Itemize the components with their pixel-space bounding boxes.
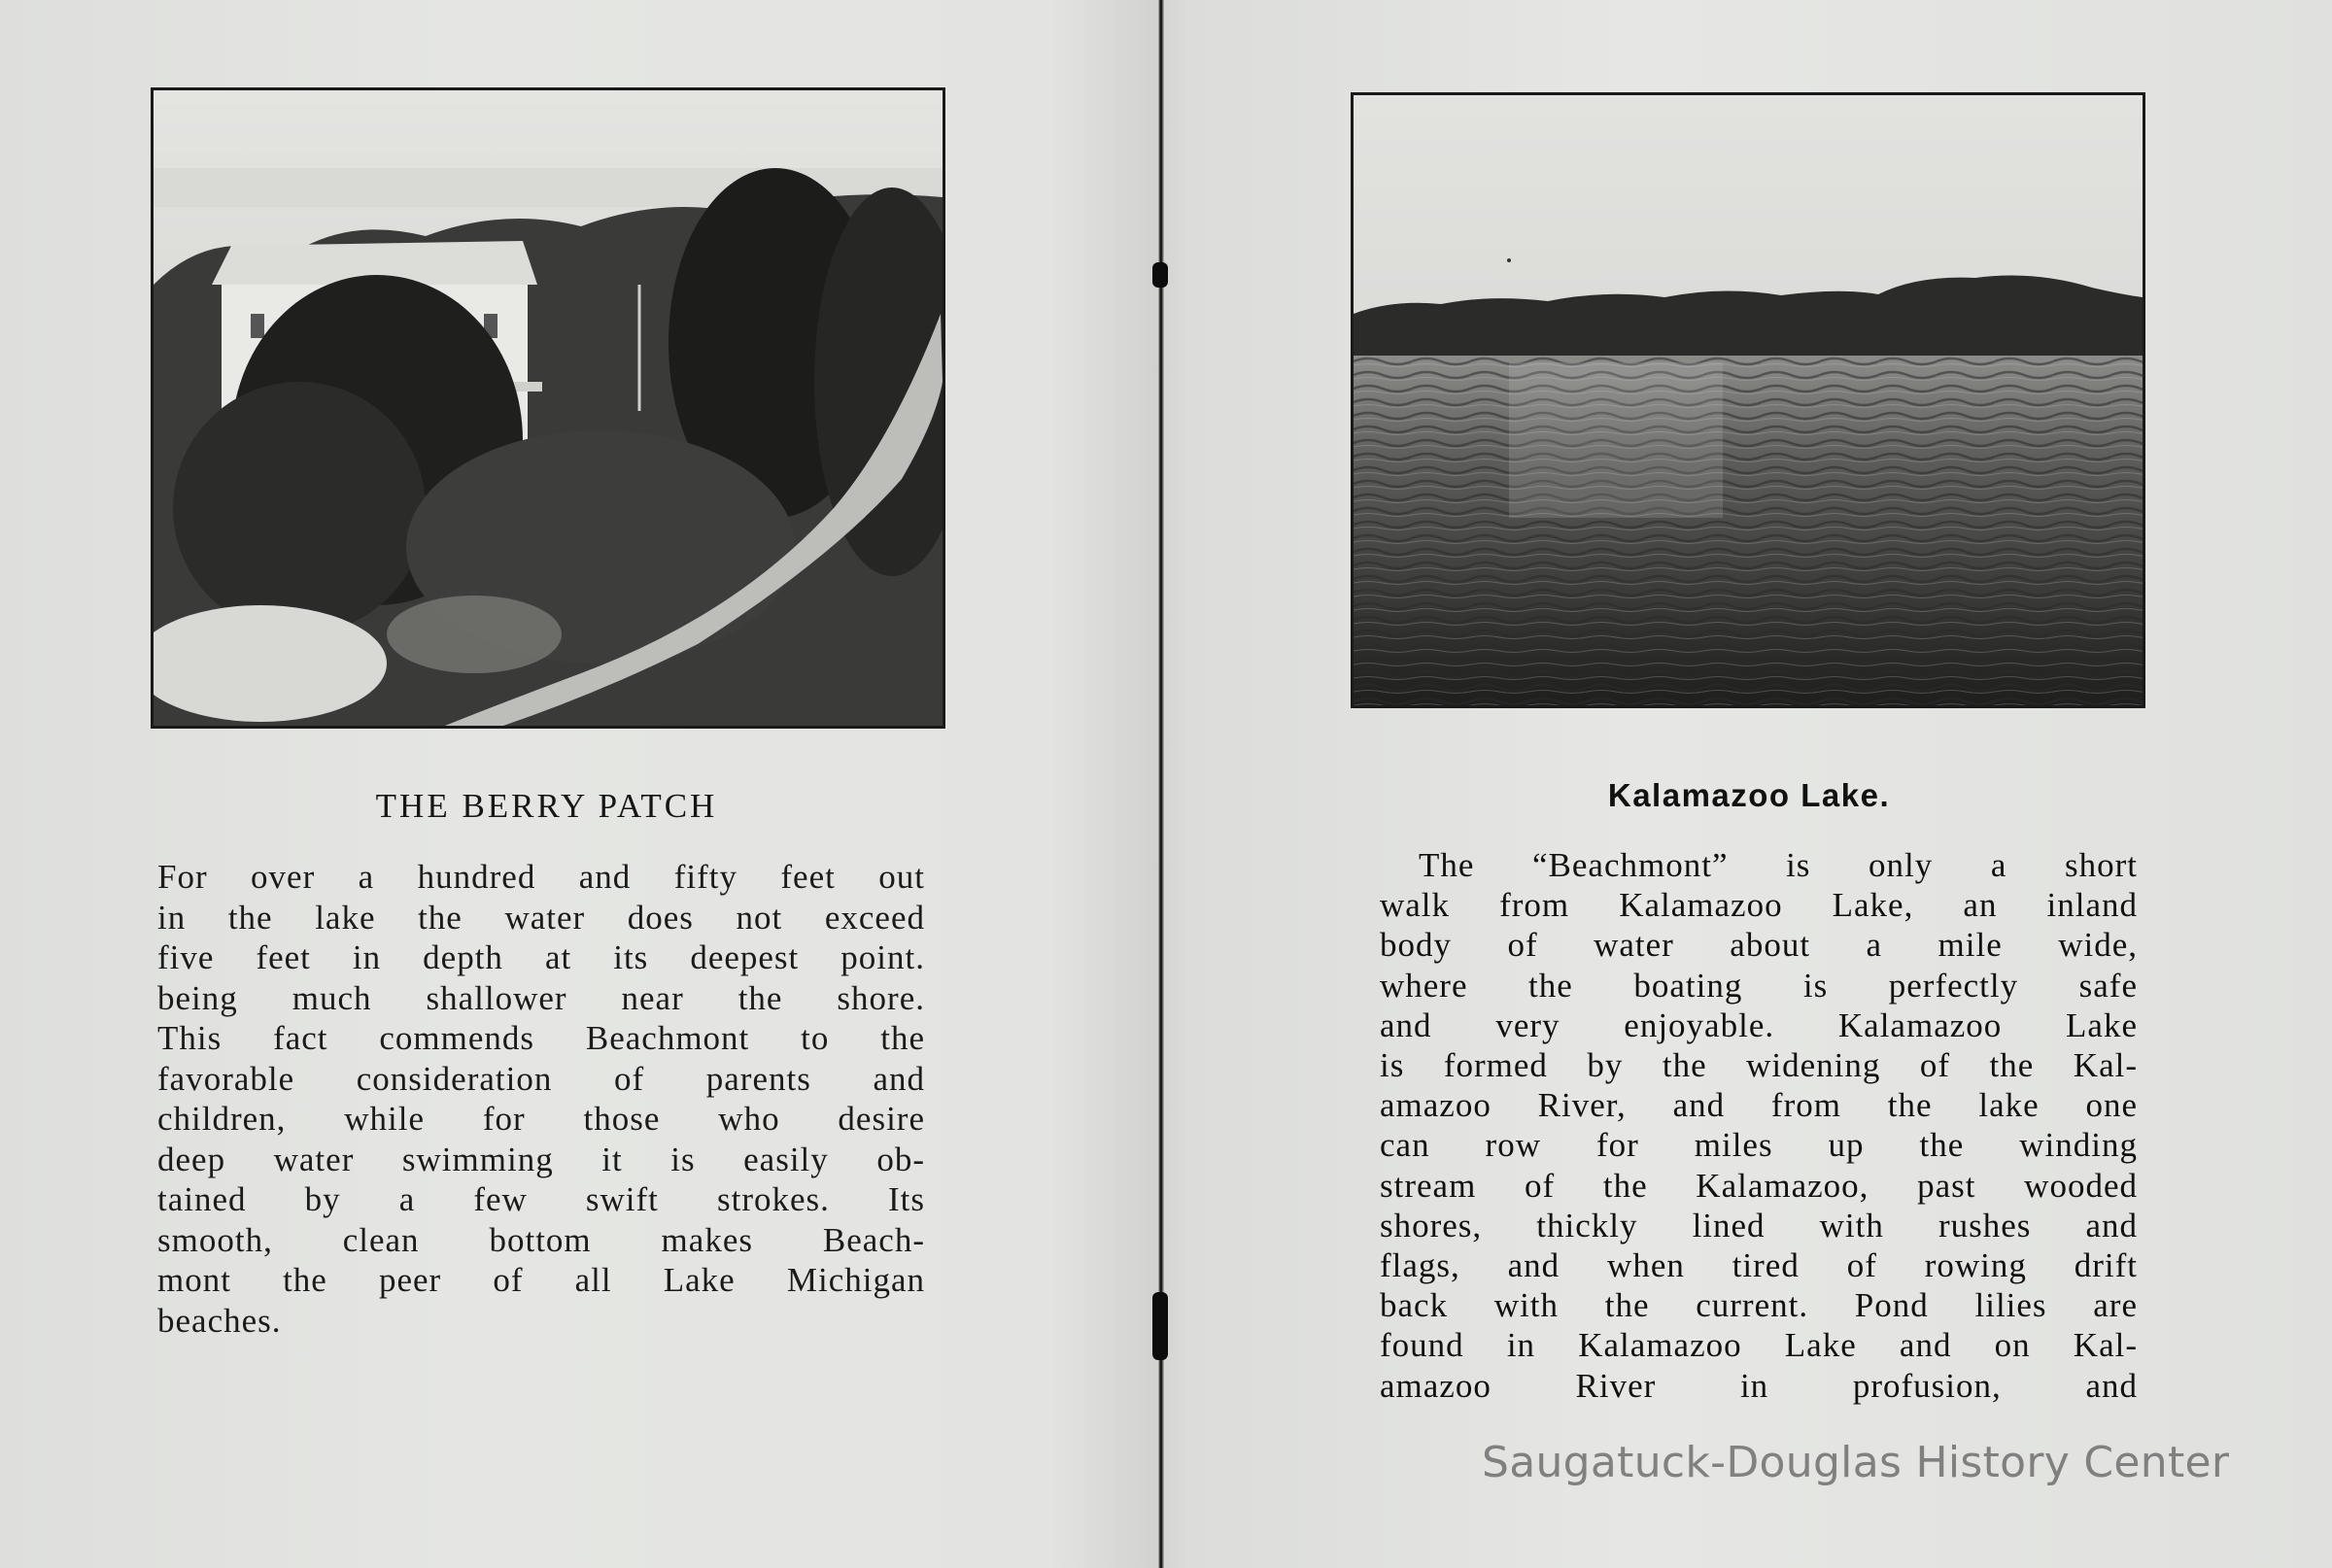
text-line: where the boating is perfectly safe [1380, 966, 2138, 1005]
kalamazoo-lake-caption: Kalamazoo Lake. [1607, 777, 1891, 813]
text-line: and very enjoyable. Kalamazoo Lake [1380, 1006, 2138, 1044]
text-line: deep water swimming it is easily ob- [157, 1140, 925, 1178]
text-line: back with the current. Pond lilies are [1380, 1286, 2138, 1325]
text-line: favorable consideration of parents and [157, 1059, 925, 1098]
text-line: The “Beachmont” is only a short [1419, 846, 2138, 884]
text-line: in the lake the water does not exceed [157, 898, 925, 937]
text-line: walk from Kalamazoo Lake, an inland [1380, 886, 2138, 925]
text-line: For over a hundred and fifty feet out [157, 858, 925, 896]
staple-icon [1152, 262, 1168, 288]
text-line: found in Kalamazoo Lake and on Kal- [1380, 1326, 2138, 1365]
text-line: five feet in depth at its deepest point. [157, 938, 925, 976]
berry-patch-body-text [157, 857, 925, 1341]
left-page [0, 0, 1156, 1568]
text-line: is formed by the widening of the Kal- [1380, 1046, 2138, 1085]
text-line: children, while for those who desire [157, 1100, 925, 1138]
text-line: shores, thickly lined with rushes and [1380, 1206, 2138, 1244]
lake-photo-icon [1354, 95, 2143, 705]
text-line: body of water about a mile wide, [1380, 926, 2138, 965]
berry-patch-photograph [151, 87, 945, 729]
kalamazoo-lake-photograph [1351, 92, 2145, 708]
text-line: This fact commends Beachmont to the [157, 1019, 925, 1057]
berry-patch-caption: THE BERRY PATCH [375, 787, 718, 825]
text-line: beaches. [157, 1301, 282, 1340]
text-line: amazoo River in profusion, and [1380, 1366, 2138, 1405]
history-center-watermark: Saugatuck-Douglas History Center [1482, 1438, 2230, 1487]
text-line: can row for miles up the winding [1380, 1126, 2138, 1165]
berry-patch-photo-icon [154, 90, 943, 726]
text-line: stream of the Kalamazoo, past wooded [1380, 1166, 2138, 1205]
text-line: tained by a few swift strokes. Its [157, 1180, 925, 1218]
text-line: mont the peer of all Lake Michigan [157, 1261, 925, 1299]
text-line: flags, and when tired of rowing drift [1380, 1246, 2138, 1285]
text-line: smooth, clean bottom makes Beach- [157, 1220, 925, 1259]
text-line: amazoo River, and from the lake one [1380, 1086, 2138, 1125]
staple-icon [1152, 1292, 1168, 1360]
kalamazoo-lake-body-text [1380, 845, 2138, 1406]
text-line: being much shallower near the shore. [157, 978, 925, 1017]
